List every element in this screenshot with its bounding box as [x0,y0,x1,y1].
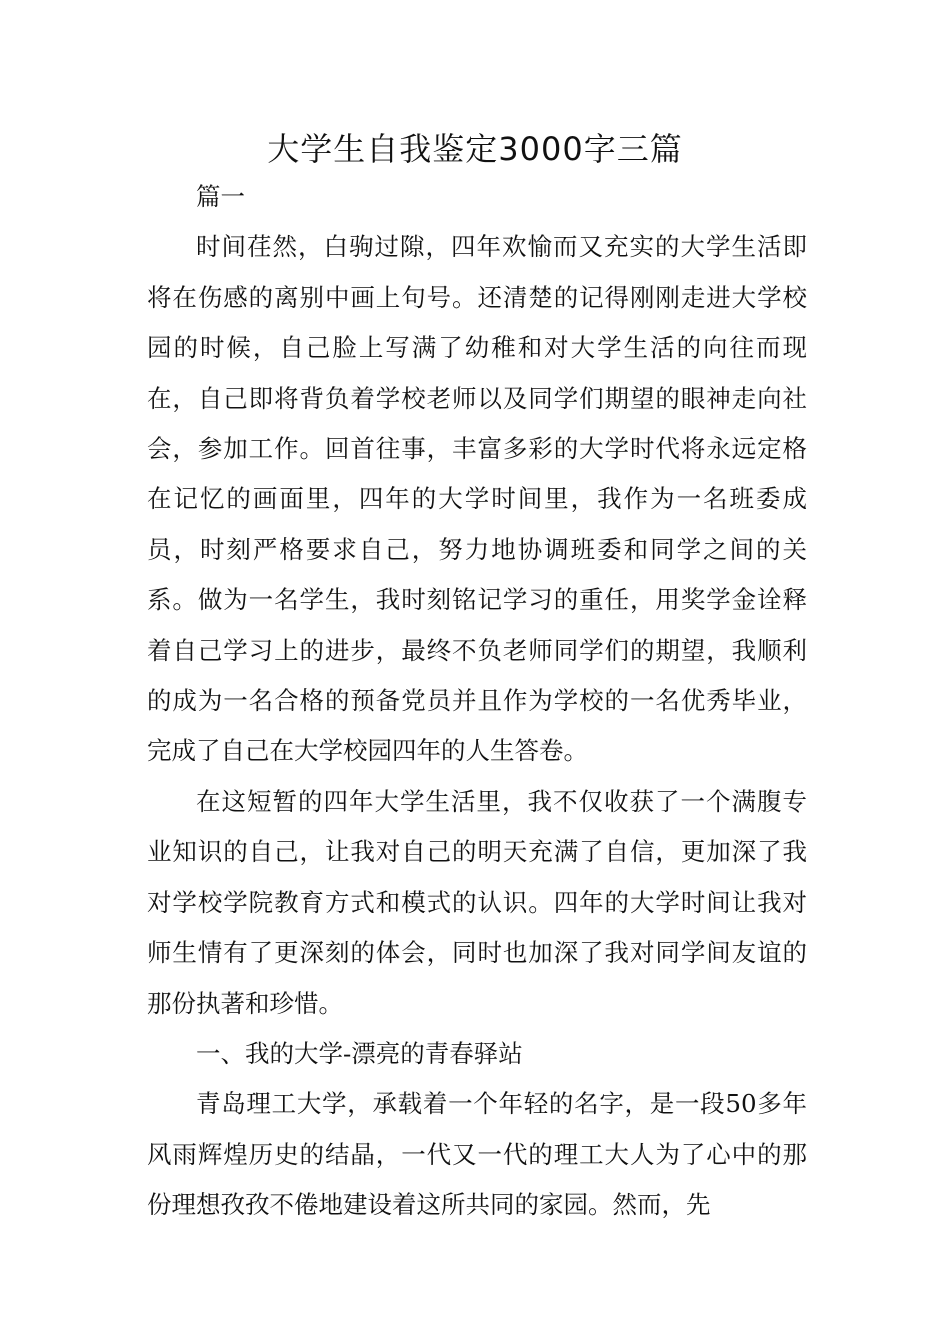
section-heading: 篇一 [196,182,245,211]
document-title: 大学生自我鉴定3000字三篇 [267,130,683,168]
body-paragraph: 在这短暂的四年大学生活里，我不仅收获了一个满腹专业知识的自己，让我对自己的明天充满了自信，更加深了我对学校学院教育方式和模式的认识。四年的大学时间让我对师生情有了更深刻的体会，同时也加深了我对同学间友谊的那份执著和珍惜。 [147,786,807,1018]
body-paragraph: 青岛理工大学，承载着一个年轻的名字，是一段50多年风雨辉煌历史的结晶，一代又一代的理工大人为了心中的那份理想孜孜不倦地建设着这所共同的家园。然而，先 [147,1089,807,1220]
document-body [147,172,807,1231]
subsection-heading: 一、我的大学-漂亮的青春驿站 [196,1038,523,1068]
body-paragraph: 时间荏然，白驹过隙，四年欢愉而又充实的大学生活即将在伤感的离别中画上句号。还清楚的记得刚刚走进大学校园的时候，自己脸上写满了幼稚和对大学生活的向往而现在，自己即将背负着学校老师以及同学们期望的眼神走向社会，参加工作。回首往事，丰富多彩的大学时代将永远定格在记忆的画面里，四年的大学时间里，我作为一名班委成员，时刻严格要求自己，努力地协调班委和同学之间的关系。做为一名学生，我时刻铭记学习的重任，用奖学金诠释着自己学习上的进步，最终不负老师同学们的期望，我顺利的成为一名合格的预备党员并且作为学校的一名优秀毕业，完成了自己在大学校园四年的人生答卷。 [147,232,807,766]
